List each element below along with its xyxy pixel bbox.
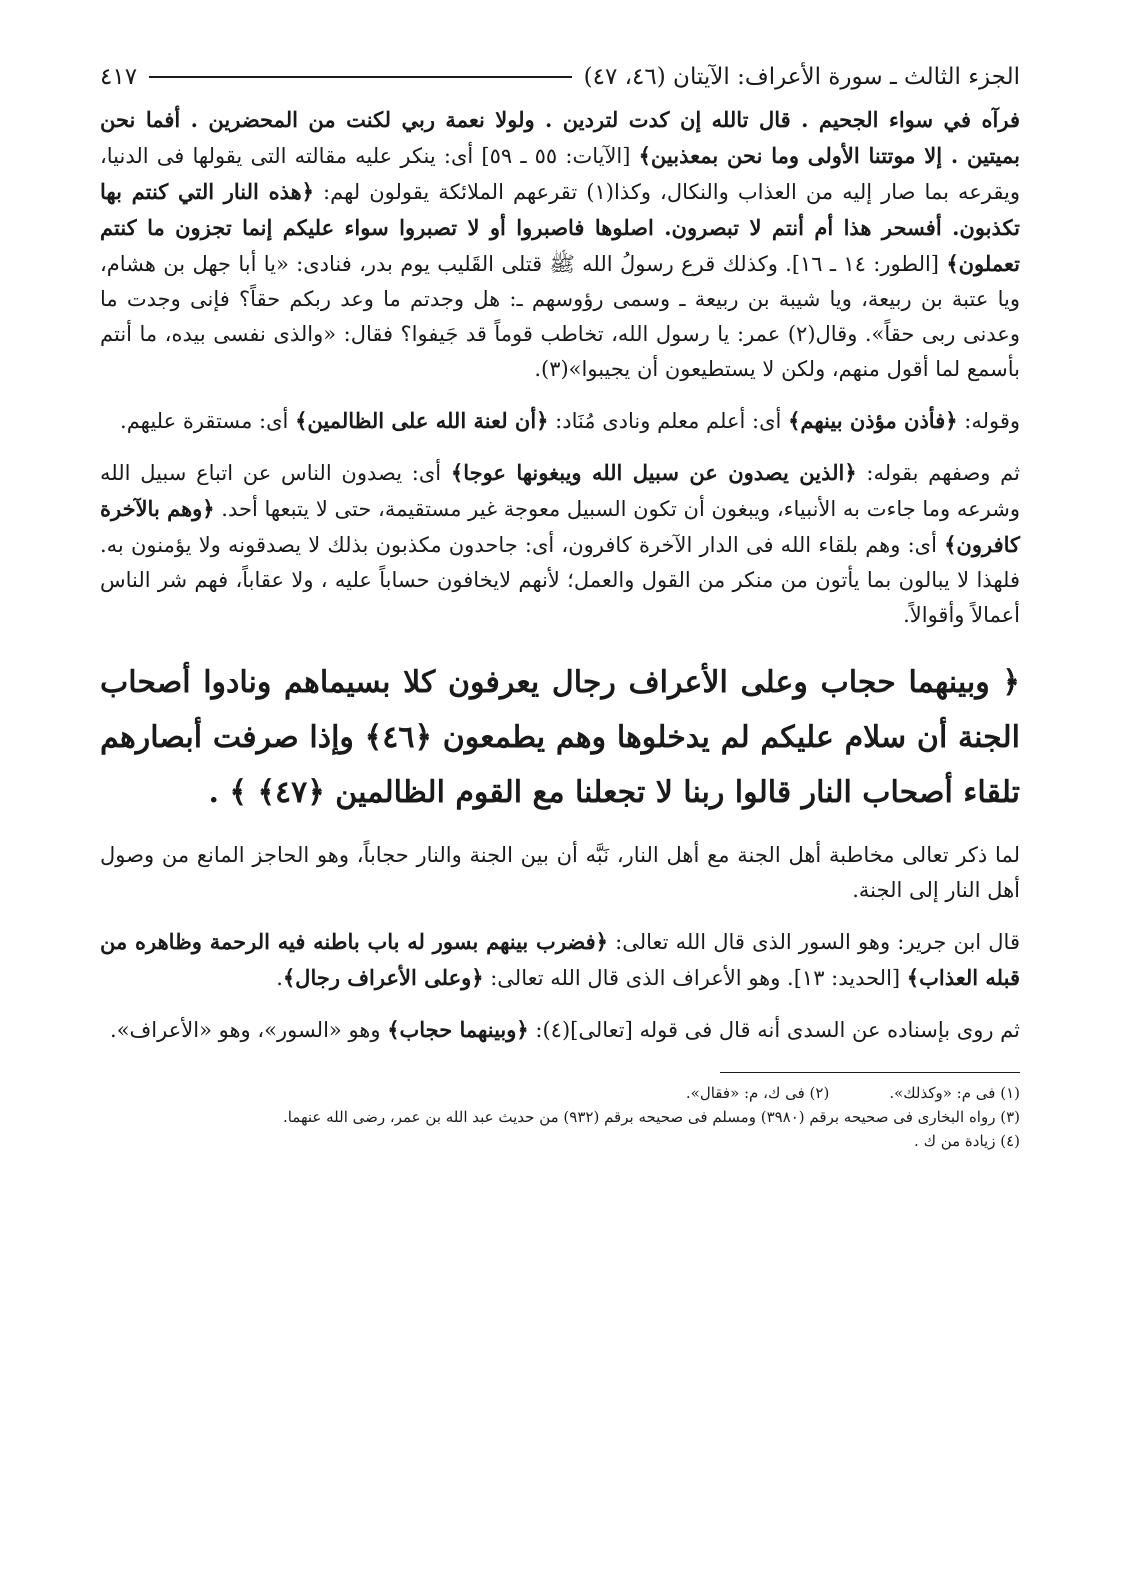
book-page xyxy=(100,60,1020,1153)
footnote-2: (٢) فى ك، م: «فقال». xyxy=(685,1084,830,1102)
header-rule xyxy=(149,76,572,78)
footnote-4: (٤) زيادة من ك . xyxy=(914,1132,1020,1150)
body-text-top xyxy=(100,102,1020,633)
text-run: أى: يصدون الناس عن اتباع سبيل الله وشرعه وما جاءت به الأنبياء، ويبغون أن تكون السبيل معوجة غير مستقيمة، حتى لا يتبعها أحد. xyxy=(100,461,1020,521)
running-header xyxy=(100,60,1020,94)
text-run: وقوله: xyxy=(957,409,1020,433)
body-text-bottom xyxy=(100,838,1020,1048)
footnote-3: (٣) رواه البخارى فى صحيحه برقم (٣٩٨٠) ومسلم فى صحيحه برقم (٩٣٢) من حديث عبد الله بن عمر، رضى الله عنهما. xyxy=(282,1108,1020,1126)
paragraph xyxy=(100,1012,1020,1048)
text-run: وهو «السور»، وهو «الأعراف». xyxy=(110,1018,388,1042)
footnote-row xyxy=(100,1081,1020,1105)
footnote-1: (١) فى م: «وكذلك». xyxy=(889,1084,1020,1102)
quran-quote: ﴿وبينهما حجاب﴾ xyxy=(387,1017,529,1042)
paragraph xyxy=(100,455,1020,633)
quran-quote: ﴿هذه النار التي كنتم بها تكذبون. أفسحر هذا أم أنتم لا تبصرون. اصلوها فاصبروا أو لا تصبروا سواء عليكم إنما تجزون ما كنتم تعملون﴾ xyxy=(100,179,1020,276)
text-run: ثم روى بإسناده عن السدى أنه قال فى قوله [تعالى](٤): xyxy=(528,1018,1020,1042)
quran-quote: ﴿وعلى الأعراف رجال﴾ xyxy=(282,965,484,990)
text-run: ثم وصفهم بقوله: xyxy=(856,461,1020,485)
text-run: أى: أعلم معلم ونادى مُنَاد: xyxy=(548,409,789,433)
quran-quote: ﴿أن لعنة الله على الظالمين﴾ xyxy=(295,408,549,433)
text-run: لما ذكر تعالى مخاطبة أهل الجنة مع أهل النار، نَبَّه أن بين الجنة والنار حجاباً، وهو الحاجز المانع من وصول أهل النار إلى الجنة. xyxy=(100,843,1020,902)
footnote-rule xyxy=(720,1072,1020,1073)
verse-block: ﴿ وبينهما حجاب وعلى الأعراف رجال يعرفون كلا بسيماهم ونادوا أصحاب الجنة أن سلام عليكم لم يدخلوها وهم يطمعون ﴿٤٦﴾ وإذا صرفت أبصارهم تلقاء أصحاب النار قالوا ربنا لا تجعلنا مع القوم الظالمين ﴿٤٧﴾ ﴾ . xyxy=(100,665,1020,810)
text-run: [الطور: ١٤ ـ ١٦]. وكذلك قرع رسولُ الله ﷺ قتلى القَليب يوم بدر، فنادى: «يا أبا جهل بن هشام، ويا عتبة بن ربيعة، ويا شيبة بن ربيعة ـ وسمى رؤوسهم ـ: هل وجدتم ما وعد ربكم حقاً؟ فإنى وجدت ما وعدنى ربى حقاً». وقال(٢) عمر: يا رسول الله، تخاطب قوماً قد جَيفوا؟ فقال: «والذى نفسى بيده، ما أنتم بأسمع لما أقول منهم، ولكن لا يستطيعون أن يجيبوا»(٣). xyxy=(100,252,1020,381)
text-run: أى: مستقرة عليهم. xyxy=(120,409,296,433)
quran-quote: ﴿الذين يصدون عن سبيل الله ويبغونها عوجا﴾ xyxy=(450,460,857,485)
quran-quote: ﴿فضرب بينهم بسور له باب باطنه فيه الرحمة وظاهره من قبله العذاب﴾ xyxy=(100,929,1020,990)
paragraph xyxy=(100,102,1020,387)
text-run: . xyxy=(276,966,283,990)
quran-quote: ﴿فأذن مؤذن بينهم﴾ xyxy=(788,408,958,433)
quran-quote: فرآه في سواء الجحيم . قال تالله إن كدت لتردين . ولولا نعمة ربي لكنت من المحضرين . أفما نحن بميتين . إلا موتتنا الأولى وما نحن بمعذبين﴾ xyxy=(100,107,1020,168)
header-title: الجزء الثالث ـ سورة الأعراف: الآيتان (٤٦، ٤٧) xyxy=(583,64,1020,90)
paragraph xyxy=(100,403,1020,439)
text-run: [الآيات: ٥٥ ـ ٥٩] أى: ينكر عليه مقالته التى يقولها فى الدنيا، ويقرعه بما صار إليه من العذاب والنكال، وكذا(١) تقرعهم الملائكة يقولون لهم: xyxy=(100,144,1021,204)
text-run: قال ابن جرير: وهو السور الذى قال الله تعالى: xyxy=(607,930,1020,954)
paragraph xyxy=(100,924,1020,996)
footnotes xyxy=(100,1081,1020,1153)
text-run: [الحديد: ١٣]. وهو الأعراف الذى قال الله تعالى: xyxy=(483,966,907,990)
page-number: ٤١٧ xyxy=(100,64,138,90)
quran-quote: ﴿وهم بالآخرة كافرون﴾ xyxy=(100,496,1021,557)
text-run: أى: وهم بلقاء الله فى الدار الآخرة كافرون، أى: جاحدون مكذبون بذلك لا يصدقونه ولا يؤمنون به. فلهذا لا يبالون بما يأتون من منكر من القول والعمل؛ لأنهم لايخافون حساباً عليه ، ولا عقاباً، فهم شر الناس أعمالاً وأقوالاً. xyxy=(100,533,1020,627)
paragraph xyxy=(100,838,1020,908)
